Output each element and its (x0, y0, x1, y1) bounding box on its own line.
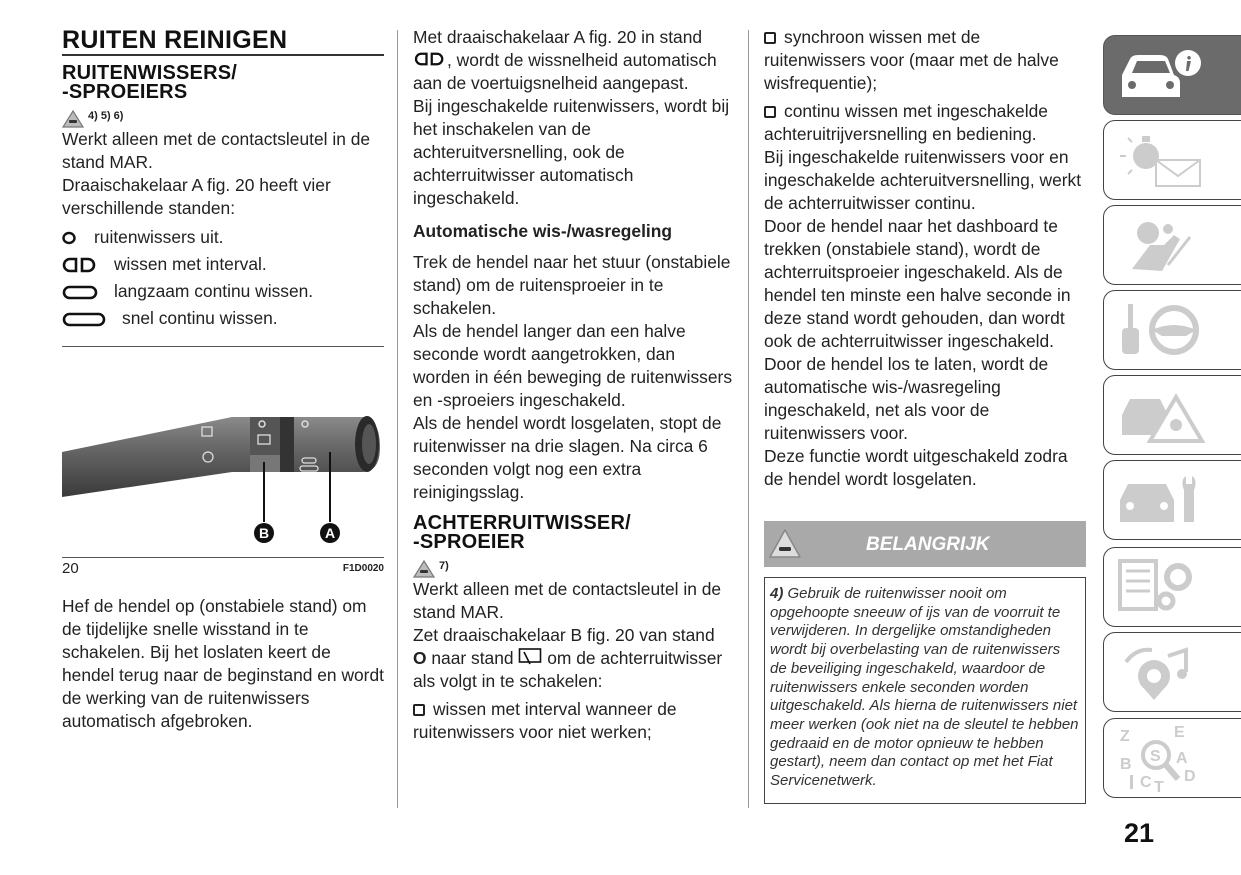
figure-number: 20 (62, 560, 79, 577)
column-divider (397, 30, 398, 808)
warning-refs: 4) 5) 6) (88, 110, 124, 122)
paragraph: Werkt alleen met de contactsleutel in de stand MAR. (413, 579, 722, 622)
key-steering-wheel-icon (1116, 300, 1206, 360)
car-emergency-triangle-icon (1116, 385, 1206, 445)
tab-car-info[interactable] (1103, 35, 1241, 115)
index-letter-bar (1130, 775, 1133, 789)
mode-item (62, 280, 384, 303)
mode-label: snel continu wissen. (122, 308, 278, 328)
interval-icon (413, 52, 447, 66)
warning-refs: 7) (439, 560, 449, 572)
left-column (62, 26, 384, 733)
off-circle-icon (62, 231, 78, 245)
text: synchroon wissen met de ruitenwissers voor (maar met de halve wisfrequentie); (764, 27, 1059, 93)
tab-starting-driving[interactable] (1103, 290, 1241, 370)
checkbox-bullet-icon (764, 32, 776, 44)
checkbox-bullet-icon (764, 106, 776, 118)
tab-emergency[interactable] (1103, 375, 1241, 455)
paragraph: Trek de hendel naar het stuur (onstabiele stand) om de ruitensproeier in te schakelen. (413, 252, 731, 318)
text: Zet draaischakelaar B fig. 20 van stand (413, 625, 715, 645)
rear-wiper-icon (518, 647, 542, 667)
note-number: 4) (770, 585, 784, 602)
text: om de achterruitwisser als volgt in te schakelen: (413, 648, 723, 691)
airbag-seat-icon (1116, 215, 1206, 275)
tab-index[interactable] (1103, 718, 1241, 798)
warning-triangle-icon (413, 560, 435, 578)
index-letter: T (1154, 779, 1164, 793)
text: continu wissen met ingeschakelde achteruitrijversnelling en bediening. (764, 101, 1048, 144)
heading-line: -SPROEIERS (62, 81, 188, 103)
tab-safety[interactable] (1103, 205, 1241, 285)
multimedia-icon (1116, 642, 1206, 702)
mode-item (62, 307, 384, 330)
car-info-icon (1116, 45, 1206, 105)
paragraph: Werkt alleen met de contactsleutel in de stand MAR. (62, 129, 371, 172)
page-title: RUITEN REINIGEN (62, 26, 384, 56)
text: naar stand (426, 648, 519, 668)
mode-item (62, 253, 384, 276)
specs-gears-icon (1116, 557, 1206, 617)
interval-icon (62, 257, 98, 273)
page-number: 21 (1124, 818, 1155, 848)
figure-code: F1D0020 (342, 563, 384, 574)
section-heading (413, 514, 735, 552)
mode-label: ruitenwissers uit. (94, 227, 224, 247)
paragraph (413, 624, 735, 693)
paragraph: Bij ingeschakelde ruitenwissers voor en ingeschakelde achteruitversnelling, werkt de achterruitwisser continu. (764, 147, 1082, 213)
tab-warning-lights[interactable] (1103, 120, 1241, 200)
figure-label-b: B (258, 525, 270, 541)
paragraph: Als de hendel wordt losgelaten, stopt de ruitenwisser na drie slagen. Na circa 6 seconden volgt nog een extra reinigingsslag. (413, 413, 722, 502)
note-box (764, 577, 1086, 804)
list-item (764, 100, 1086, 146)
index-search-icon (1116, 723, 1206, 793)
right-column (764, 26, 1086, 804)
index-letter: S (1150, 748, 1161, 765)
warning-reference (413, 556, 735, 578)
figure-wiper-stalk (62, 346, 384, 557)
note-text: Gebruik de ruitenwisser nooit om opgehoopte sneeuw of ijs van de voorruit te verwijderen. In dergelijke omstandigheden wordt bij overbelasting van de ruitenwissers de beveiliging ingeschakeld, waardoor de ruitenwissers enkele seconden worden uitgeschakeld. Als hierna de ruitenwissers niet meer werken (ook niet na de sleutel te hebben gedraaid en de motor opnieuw te hebben gestart), neem dan contact op met het Fiat Servicenetwerk. (770, 585, 1079, 790)
warning-light-message-icon (1116, 130, 1206, 190)
figure-label-a: A (324, 525, 336, 541)
subheading: Automatische wis-/wasregeling (413, 221, 672, 241)
warning-triangle-icon (768, 528, 802, 560)
paragraph: Hef de hendel op (onstabiele stand) om de tijdelijke snelle wisstand in te schakelen. Bij het loslaten keert de hendel terug naar de beginstand en wordt de werking van de ruitenwissers automatisch afgebroken. (62, 596, 384, 731)
important-banner (764, 521, 1086, 567)
paragraph: Draaischakelaar A fig. 20 heeft vier verschillende standen: (62, 175, 331, 218)
index-letter: Z (1120, 728, 1130, 745)
tab-maintenance[interactable] (1103, 460, 1241, 540)
car-wrench-icon (1116, 470, 1206, 530)
fast-continuous-icon (62, 311, 106, 327)
text: wissen met interval wanneer de ruitenwissers voor niet werken; (413, 699, 677, 742)
heading-line: RUITENWISSERS/ (62, 62, 238, 84)
banner-label: BELANGRIJK (866, 533, 990, 555)
heading-line: ACHTERRUITWISSER/ (413, 512, 631, 534)
section-heading (62, 64, 384, 102)
list-item (413, 698, 735, 744)
off-symbol: O (413, 648, 427, 668)
paragraph (413, 26, 735, 95)
middle-column (413, 26, 735, 744)
warning-reference (62, 106, 384, 128)
tab-technical-data[interactable] (1103, 547, 1241, 627)
slow-continuous-icon (62, 284, 98, 300)
paragraph: Als de hendel langer dan een halve seconde wordt aangetrokken, dan worden in één beweging de ruitenwissers en -sproeiers ingeschakeld. (413, 321, 733, 410)
mode-label: wissen met interval. (114, 254, 267, 274)
index-letter: C (1140, 774, 1152, 791)
wiper-stalk-illustration (62, 347, 384, 557)
text: , wordt de wissnelheid automatisch aan de voertuigsnelheid aangepast. (413, 50, 717, 93)
index-letter: D (1184, 768, 1196, 785)
mode-item (62, 226, 384, 249)
index-letter: A (1176, 750, 1188, 767)
tab-multimedia[interactable] (1103, 632, 1241, 712)
text: Met draaischakelaar A fig. 20 in stand (413, 27, 703, 47)
mode-label: langzaam continu wissen. (114, 281, 314, 301)
warning-triangle-icon (62, 110, 84, 128)
checkbox-bullet-icon (413, 704, 425, 716)
paragraph: Deze functie wordt uitgeschakeld zodra de hendel wordt losgelaten. (764, 446, 1068, 489)
heading-line: -SPROEIER (413, 531, 525, 553)
list-item (764, 26, 1086, 95)
paragraph: Door de hendel naar het dashboard te trekken (onstabiele stand), wordt de achterruitsproeier ingeschakeld. Als de hendel ten minste een halve seconde in deze stand wordt gehouden, dan wordt ook de achterruitwisser ingeschakeld. Door de hendel los te laten, wordt de automatische wis-/wasregeling ingeschakeld, net als voor de ruitenwissers voor. (764, 216, 1071, 443)
paragraph: Bij ingeschakelde ruitenwissers, wordt bij het inschakelen van de achteruitversnelling, ook de achterruitwisser automatisch ingeschakeld. (413, 96, 730, 208)
figure-caption (62, 557, 384, 580)
index-letter: B (1120, 756, 1132, 773)
column-divider (748, 30, 749, 808)
index-letter: E (1174, 724, 1185, 741)
